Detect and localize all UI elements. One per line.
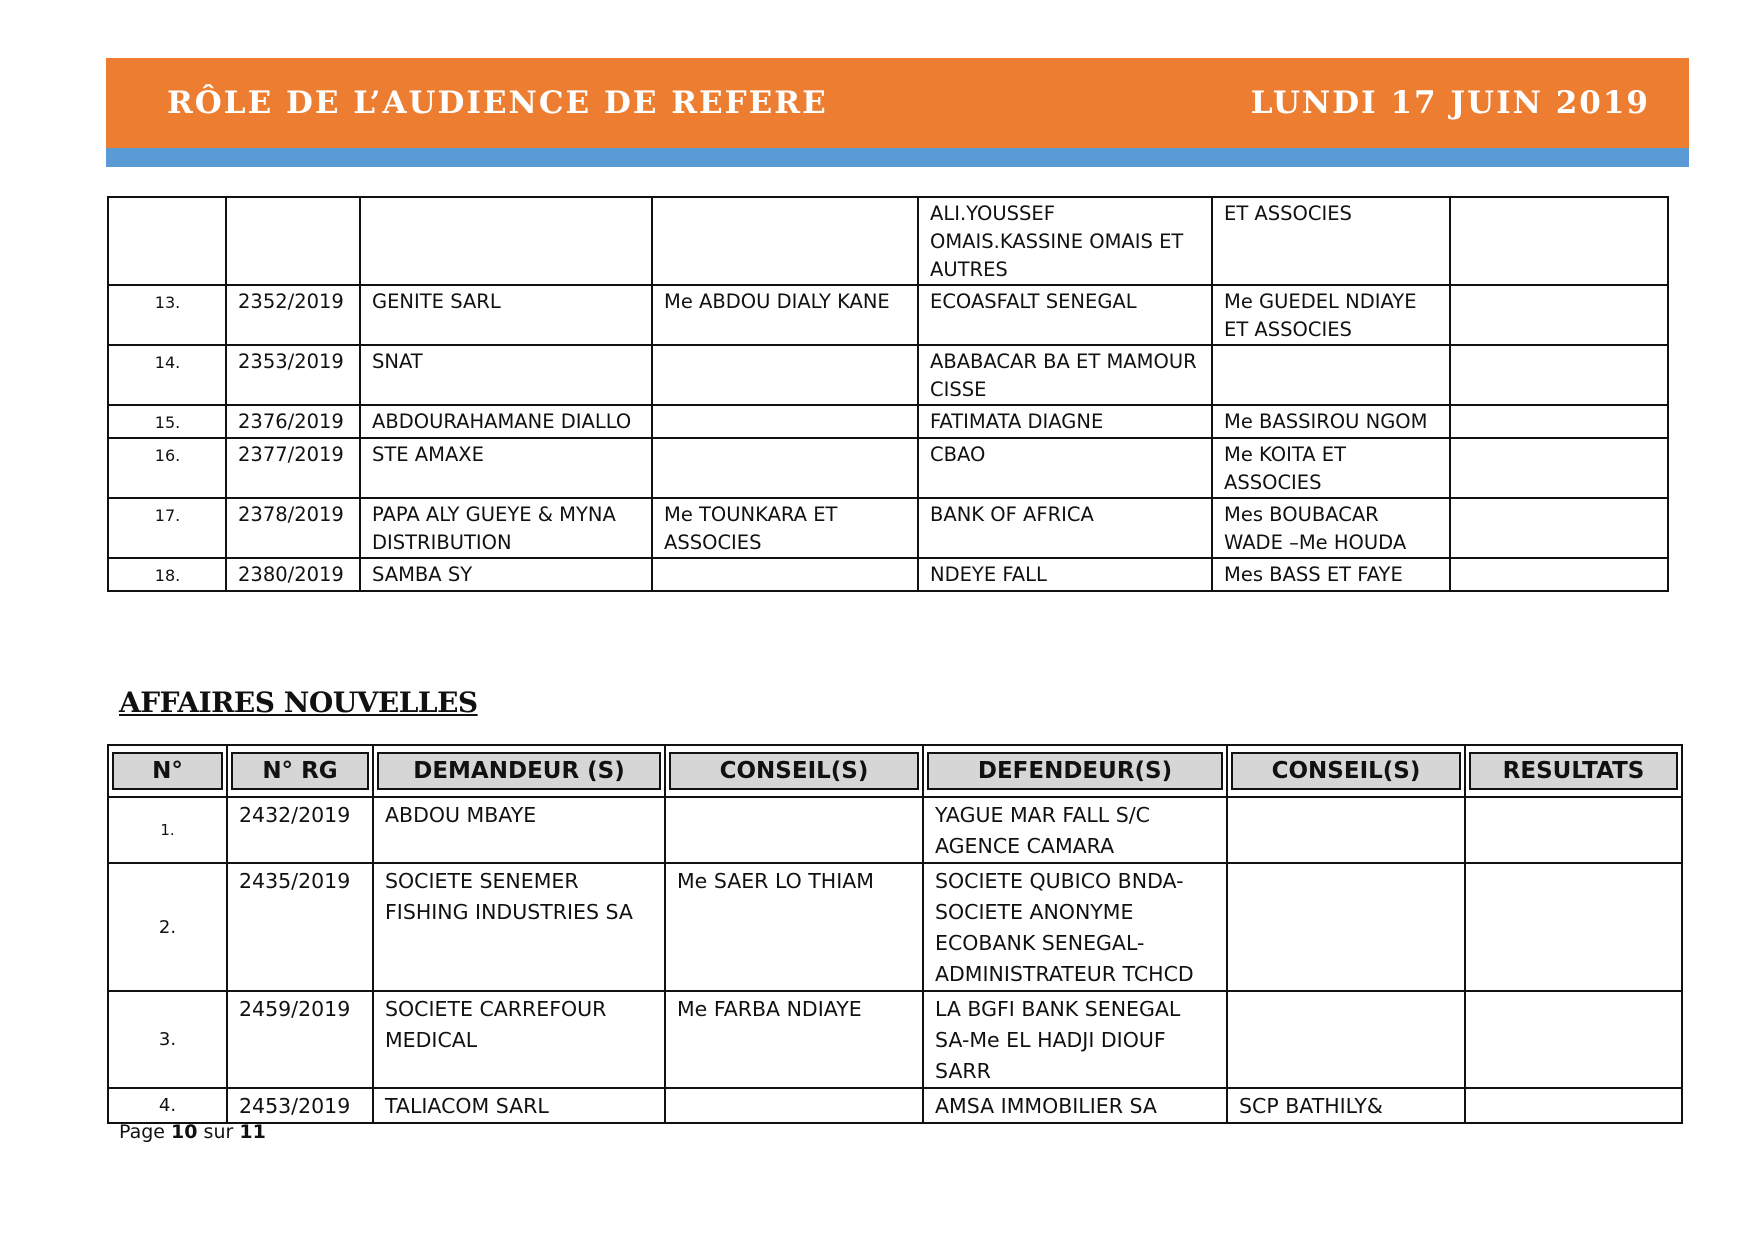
cell-plaintiff-counsel [665,797,923,863]
cell-plaintiff-counsel: Me ABDOU DIALY KANE [652,285,918,345]
cell-defendant-counsel: Me KOITA ET ASSOCIES [1212,438,1450,498]
cell-result [1465,991,1682,1088]
cell-case-number: 1. [108,797,227,863]
cell-case-number: 2. [108,863,227,991]
cell-plaintiff: PAPA ALY GUEYE & MYNA DISTRIBUTION [360,498,652,558]
cell-defendant-counsel: Me GUEDEL NDIAYE ET ASSOCIES [1212,285,1450,345]
new-cases-table [107,744,1683,1124]
cell-defendant-counsel: ET ASSOCIES [1212,197,1450,285]
cell-plaintiff: SAMBA SY [360,558,652,591]
cell-defendant: ECOASFALT SENEGAL [918,285,1212,345]
table-row [108,197,1668,285]
cell-defendant: AMSA IMMOBILIER SA [923,1088,1227,1123]
cell-defendant-counsel: SCP BATHILY& [1227,1088,1465,1123]
header-cell-defendant-counsel [1227,745,1465,797]
cell-rg-number: 2380/2019 [226,558,360,591]
cell-case-number: 15. [108,405,226,438]
column-header-label: DEMANDEUR (S) [377,752,661,790]
cell-rg-number: 2352/2019 [226,285,360,345]
cell-rg-number: 2377/2019 [226,438,360,498]
cell-result [1450,405,1668,438]
table-row [108,1088,1682,1123]
cell-defendant: ALI.YOUSSEF OMAIS.KASSINE OMAIS ET AUTRES [918,197,1212,285]
cell-plaintiff: ABDOURAHAMANE DIALLO [360,405,652,438]
column-header-label: N° [112,752,223,790]
table-row [108,991,1682,1088]
cell-rg-number: 2453/2019 [227,1088,373,1123]
section-title: AFFAIRES NOUVELLES [119,686,478,719]
column-header-label: DEFENDEUR(S) [927,752,1223,790]
table-row [108,498,1668,558]
cell-plaintiff: SNAT [360,345,652,405]
cell-case-number: 3. [108,991,227,1088]
cell-plaintiff [360,197,652,285]
table-row [108,285,1668,345]
page-footer [119,1121,266,1143]
cell-defendant: SOCIETE QUBICO BNDA-SOCIETE ANONYME ECOBANK SENEGAL-ADMINISTRATEUR TCHCD [923,863,1227,991]
cell-case-number: 16. [108,438,226,498]
cell-rg-number: 2378/2019 [226,498,360,558]
cell-defendant: YAGUE MAR FALL S/C AGENCE CAMARA [923,797,1227,863]
cell-plaintiff-counsel [652,438,918,498]
cell-rg-number: 2435/2019 [227,863,373,991]
cell-defendant-counsel [1227,863,1465,991]
page-word: Page [119,1121,165,1143]
cell-defendant-counsel [1227,991,1465,1088]
cell-result [1450,498,1668,558]
cell-case-number: 14. [108,345,226,405]
cell-result [1450,197,1668,285]
cell-plaintiff-counsel [665,1088,923,1123]
cell-plaintiff-counsel: Me TOUNKARA ET ASSOCIES [652,498,918,558]
column-header-label: N° RG [231,752,369,790]
header-accent-band [106,148,1689,167]
cell-plaintiff-counsel: Me FARBA NDIAYE [665,991,923,1088]
cell-plaintiff: GENITE SARL [360,285,652,345]
table-row [108,863,1682,991]
hearing-date: LUNDI 17 JUIN 2019 [1250,85,1650,121]
page-number: 10 [171,1121,198,1143]
cell-result [1450,345,1668,405]
cell-plaintiff: TALIACOM SARL [373,1088,665,1123]
cell-rg-number: 2459/2019 [227,991,373,1088]
cell-case-number: 17. [108,498,226,558]
cell-result [1465,863,1682,991]
cell-defendant-counsel: Mes BOUBACAR WADE –Me HOUDA [1212,498,1450,558]
header-cell-rg-number [227,745,373,797]
cell-defendant-counsel [1212,345,1450,405]
header-cell-result [1465,745,1682,797]
cell-plaintiff: STE AMAXE [360,438,652,498]
cell-rg-number: 2353/2019 [226,345,360,405]
header-cell-case-number [108,745,227,797]
cell-defendant: FATIMATA DIAGNE [918,405,1212,438]
cell-result [1450,438,1668,498]
cell-defendant-counsel [1227,797,1465,863]
cell-result [1450,558,1668,591]
cell-defendant: LA BGFI BANK SENEGAL SA-Me EL HADJI DIOUF SARR [923,991,1227,1088]
cell-plaintiff-counsel [652,405,918,438]
page-total: 11 [239,1121,266,1143]
page-header [106,58,1689,148]
cell-plaintiff: ABDOU MBAYE [373,797,665,863]
table-row [108,438,1668,498]
cell-result [1465,797,1682,863]
header-cell-plaintiff [373,745,665,797]
header-cell-defendant [923,745,1227,797]
cell-rg-number: 2376/2019 [226,405,360,438]
cell-plaintiff: SOCIETE CARREFOUR MEDICAL [373,991,665,1088]
sur-word: sur [203,1121,234,1143]
table-row [108,797,1682,863]
cell-defendant: NDEYE FALL [918,558,1212,591]
column-header-label: RESULTATS [1469,752,1678,790]
column-header-label: CONSEIL(S) [669,752,919,790]
table-row [108,558,1668,591]
cell-defendant-counsel: Me BASSIROU NGOM [1212,405,1450,438]
cell-case-number: 13. [108,285,226,345]
cell-defendant: BANK OF AFRICA [918,498,1212,558]
cell-result [1465,1088,1682,1123]
cell-case-number: 18. [108,558,226,591]
document-title: RÔLE DE L’AUDIENCE DE REFERE [167,85,828,121]
cell-defendant: CBAO [918,438,1212,498]
cell-defendant-counsel: Mes BASS ET FAYE [1212,558,1450,591]
continued-cases-table [107,196,1669,592]
table-row [108,405,1668,438]
cell-defendant: ABABACAR BA ET MAMOUR CISSE [918,345,1212,405]
cell-plaintiff-counsel [652,197,918,285]
table-row [108,345,1668,405]
column-header-label: CONSEIL(S) [1231,752,1461,790]
cell-case-number [108,197,226,285]
header-cell-plaintiff-counsel [665,745,923,797]
cell-plaintiff-counsel: Me SAER LO THIAM [665,863,923,991]
table-header-row [108,745,1682,797]
cell-rg-number [226,197,360,285]
cell-plaintiff: SOCIETE SENEMER FISHING INDUSTRIES SA [373,863,665,991]
cell-plaintiff-counsel [652,558,918,591]
cell-case-number: 4. [108,1088,227,1123]
cell-result [1450,285,1668,345]
cell-plaintiff-counsel [652,345,918,405]
cell-rg-number: 2432/2019 [227,797,373,863]
